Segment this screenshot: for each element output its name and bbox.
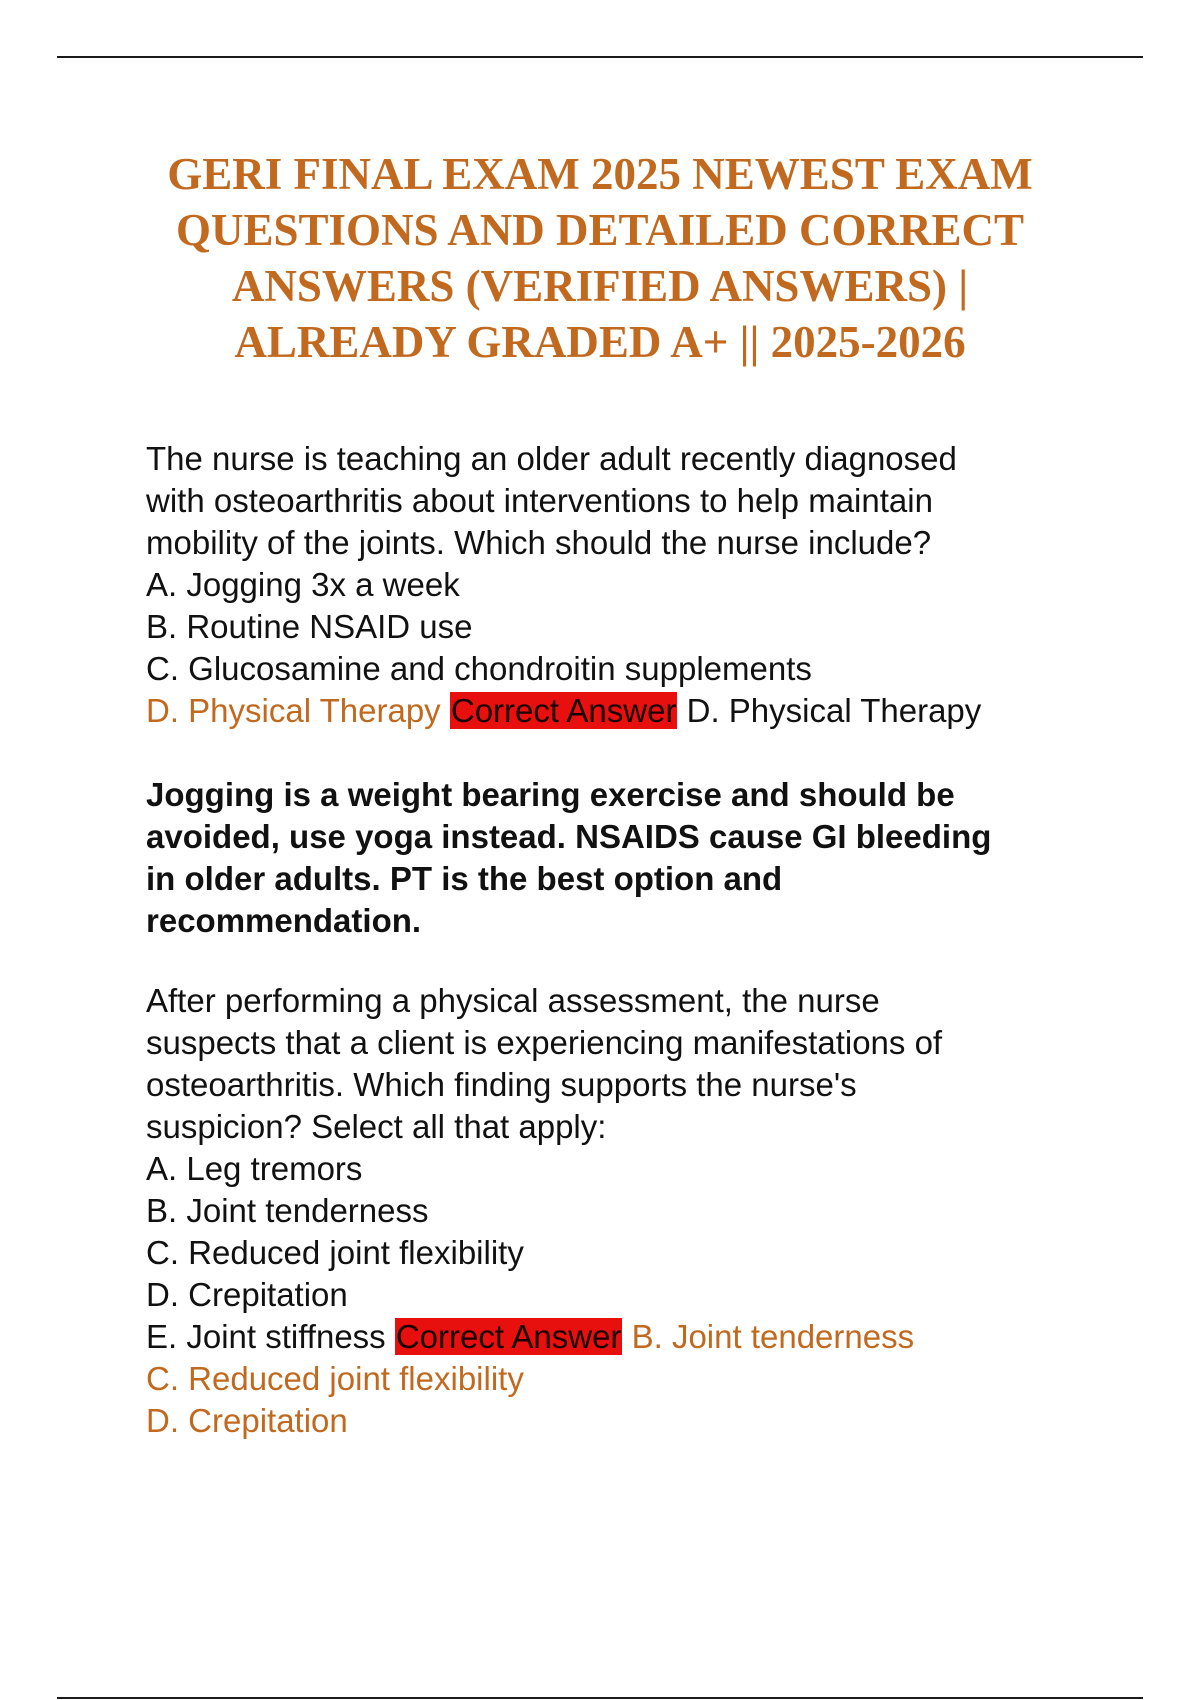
answer-option-with-key: [146, 690, 1096, 732]
answer-option: D. Physical Therapy: [146, 692, 441, 729]
question-1: [146, 438, 1096, 732]
explanation-line: avoided, use yoga instead. NSAIDS cause GI bleeding: [146, 818, 992, 855]
correct-answer-text: C. Reduced joint flexibility: [146, 1360, 524, 1397]
answer-option-with-key: [146, 1316, 1096, 1358]
explanation-line: Jogging is a weight bearing exercise and should be: [146, 776, 955, 813]
question-stem-line: After performing a physical assessment, the nurse: [146, 982, 880, 1019]
answer-option: B. Joint tenderness: [146, 1192, 429, 1229]
correct-answer-label: Correct Answer: [450, 692, 677, 729]
document-title: [100, 146, 1100, 370]
question-stem-line: osteoarthritis. Which finding supports the nurse's: [146, 1066, 857, 1103]
correct-answer-text: D. Physical Therapy: [686, 692, 982, 729]
answer-option: C. Reduced joint flexibility: [146, 1234, 524, 1271]
answer-option: B. Routine NSAID use: [146, 608, 473, 645]
title-line: ALREADY GRADED A+ || 2025-2026: [234, 317, 966, 367]
answer-option: D. Crepitation: [146, 1276, 348, 1313]
answer-option: C. Glucosamine and chondroitin supplements: [146, 650, 812, 687]
title-line: GERI FINAL EXAM 2025 NEWEST EXAM: [167, 149, 1033, 199]
question-2: [146, 980, 1096, 1442]
answer-option: E. Joint stiffness: [146, 1318, 386, 1355]
title-line: QUESTIONS AND DETAILED CORRECT: [175, 205, 1025, 255]
explanation-line: recommendation.: [146, 902, 422, 939]
explanation-1: [146, 774, 1096, 942]
correct-answer-text: D. Crepitation: [146, 1402, 348, 1439]
correct-answer-text: B. Joint tenderness: [631, 1318, 915, 1355]
title-line: ANSWERS (VERIFIED ANSWERS) |: [231, 261, 969, 311]
question-stem-line: with osteoarthritis about interventions to help maintain: [146, 482, 933, 519]
top-rule: [57, 56, 1143, 58]
answer-option: A. Jogging 3x a week: [146, 566, 460, 603]
question-stem-line: suspects that a client is experiencing manifestations of: [146, 1024, 943, 1061]
explanation-line: in older adults. PT is the best option and: [146, 860, 783, 897]
answer-option: A. Leg tremors: [146, 1150, 363, 1187]
question-stem-line: mobility of the joints. Which should the nurse include?: [146, 524, 932, 561]
question-stem-line: The nurse is teaching an older adult recently diagnosed: [146, 440, 957, 477]
bottom-rule: [57, 1697, 1143, 1699]
question-stem-line: suspicion? Select all that apply:: [146, 1108, 607, 1145]
correct-answer-label: Correct Answer: [395, 1318, 622, 1355]
